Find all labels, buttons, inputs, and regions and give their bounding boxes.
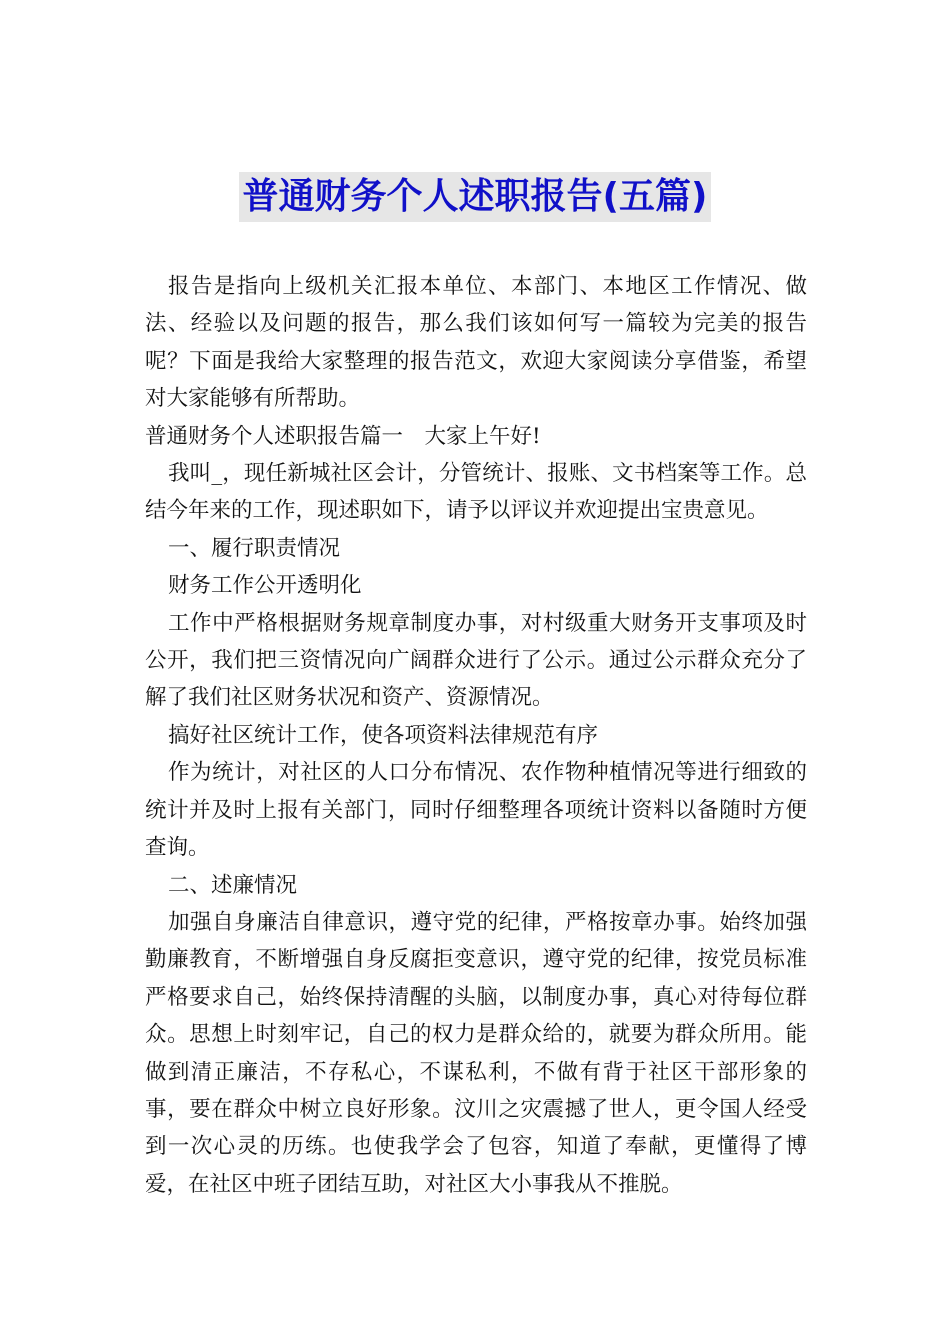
subheading-financial-transparency: 财务工作公开透明化 xyxy=(168,573,362,599)
paragraph-self-introduction: 我叫_，现任新城社区会计，分管统计、报账、文书档案等工作。总结今年来的工作，现述职如下，请予以评议并欢迎提出宝贵意见。 xyxy=(145,461,807,524)
document-body xyxy=(145,268,807,1203)
section-heading-duties: 一、履行职责情况 xyxy=(168,535,341,561)
subheading-statistics-work: 搞好社区统计工作，使各项资料法律规范有序 xyxy=(168,722,599,748)
title-container xyxy=(0,172,950,222)
paragraph-statistics-work: 作为统计，对社区的人口分布情况、农作物种植情况等进行细致的统计并及时上报有关部门，同时仔细整理各项统计资料以备随时方便查询。 xyxy=(145,760,807,861)
paragraph-integrity: 加强自身廉洁自律意识，遵守党的纪律，严格按章办事。始终加强勤廉教育，不断增强自身反腐拒变意识，遵守党的纪律，按党员标准严格要求自己，始终保持清醒的头脑，以制度办事，真心对待每位群众。思想上时刻牢记，自己的权力是群众给的，就要为群众所用。能做到清正廉洁，不存私心，不谋私利，不做有背于社区干部形象的事，要在群众中树立良好形象。汶川之灾震撼了世人，更令国人经受到一次心灵的历练。也使我学会了包容，知道了奉献，更懂得了博爱，在社区中班子团结互助，对社区大小事我从不推脱。 xyxy=(145,909,807,1197)
paragraph-intro: 报告是指向上级机关汇报本单位、本部门、本地区工作情况、做法、经验以及问题的报告，那么我们该如何写一篇较为完美的报告呢？下面是我给大家整理的报告范文，欢迎大家阅读分享借鉴，希望对大家能够有所帮助。 xyxy=(145,274,807,412)
paragraph-financial-work: 工作中严格根据财务规章制度办事，对村级重大财务开支事项及时公开，我们把三资情况向广阔群众进行了公示。通过公示群众充分了解了我们社区财务状况和资产、资源情况。 xyxy=(145,610,807,711)
section-heading-integrity: 二、述廉情况 xyxy=(168,872,298,898)
paragraph-heading-article-one: 普通财务个人述职报告篇一 大家上午好! xyxy=(145,423,541,449)
document-title: 普通财务个人述职报告(五篇) xyxy=(239,172,712,222)
